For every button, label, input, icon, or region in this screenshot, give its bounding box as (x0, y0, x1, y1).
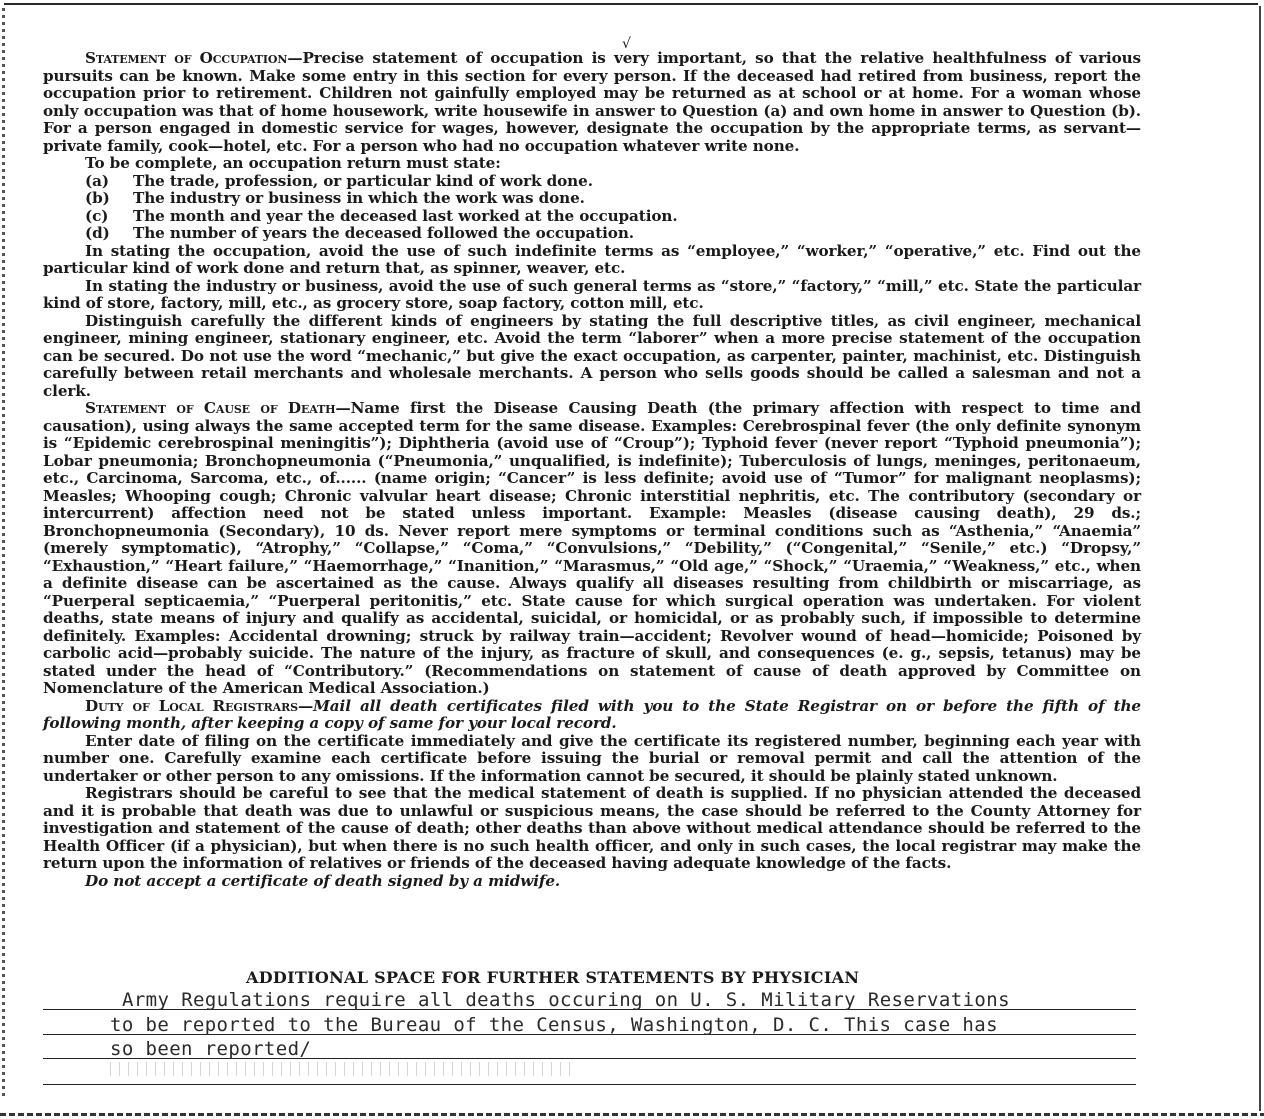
registrars-heading: Duty of Local Registrars (85, 696, 298, 715)
typed-line-2: to be reported to the Bureau of the Census, Washington, D. C. This case has (110, 1014, 998, 1036)
industry-paragraph: In stating the industry or business, avoid the use of such general terms as “store,” “factory,” “mill,” etc. State the particular kind of store, factory, mill, etc., as grocery store, soap factory, cotton mill, etc. (43, 276, 1141, 312)
typed-line-3: so been reported/ (110, 1038, 312, 1060)
midwife-note: Do not accept a certificate of death signed by a midwife. (85, 871, 561, 890)
registrars-text: —Mail all death certificates filed with you to the State Registrar on or before the fifth of the following month, after keeping a copy of same for your local record. (43, 696, 1141, 732)
additional-heading: ADDITIONAL SPACE FOR FURTHER STATEMENTS BY PHYSICIAN (246, 968, 860, 987)
list-item: (b) The industry or business in which the work was done. (85, 189, 585, 207)
terms-paragraph: In stating the occupation, avoid the use of such indefinite terms as “employee,” “worker,” “operative,” etc. Find out the particular kind of work done and return that, as spinner, weaver, etc. (43, 241, 1141, 277)
occupation-heading: Statement of Occupation (85, 49, 288, 67)
occupation-list (85, 173, 1141, 243)
occupation-section (43, 50, 1141, 155)
cause-section (43, 400, 1141, 698)
list-item: (d) The number of years the deceased followed the occupation. (85, 224, 634, 242)
typed-line-1: Army Regulations require all deaths occuring on U. S. Military Reservations (122, 989, 1010, 1011)
engineers-paragraph: Distinguish carefully the different kinds of engineers by stating the full descriptive titles, as civil engineer, mechanical engineer, mining engineer, stationary engineer, etc. Avoid the term “laborer” when a more precise statement of the occupation can be secured. Do not use the word “mechanic,” but give the exact occupation, as carpenter, painter, machinist, etc. Distinguish carefully between retail merchants and wholesale merchants. A person who sells goods should be called a salesman and not a clerk. (43, 311, 1141, 400)
cause-text: —Name first the Disease Causing Death (the primary affection with respect to time and causation), using always the same accepted term for the same disease. Examples: Cerebrospinal fever (the only definite synonym is “Epidemic cerebrospinal meningitis”); Diphtheria (avoid use of “Croup”); Typhoid fever (never report “Typhoid pneumonia”); Lobar pneumonia; Bronchopneumonia (“Pneumonia,” unqualified, is indefinite); Tuberculosis of lungs, meninges, peritonaeum, etc., Carcinoma, Sarcoma, etc., of...... (name origin; “Cancer” is less definite; avoid use of “Tumor” for malignant neoplasms); Measles; Whooping cough; Chronic valvular heart disease; Chronic interstitial nephritis, etc. The contributory (secondary or intercurrent) affection need not be stated unless important. Example: Measles (disease causing death), 29 ds.; Bronchopneumonia (Secondary), 10 ds. Never report mere symptoms or terminal conditions such as “Asthenia,” “Anaemia” (merely symptomatic), “Atrophy,” “Collapse,” “Coma,” “Convulsions,” “Debility,” (“Congenital,” “Senile,” etc.) “Dropsy,” “Exhaustion,” “Heart failure,” “Haemorrhage,” “Inanition,” “Marasmus,” “Old age,” “Shock,” “Uraemia,” “Weakness,” etc., when a definite disease can be ascertained as the cause. Always qualify all diseases resulting from childbirth or miscarriage, as “Puerperal septicaemia,” “Puerperal peritonitis,” etc. State cause for which surgical operation was undertaken. For violent deaths, state means of injury and qualify as accidental, suicidal, or homicidal, or as probably such, if impossible to determine definitely. Examples: Accidental drowning; struck by railway train—accident; Revolver wound of head—homicide; Poisoned by carbolic acid—probably suicide. The nature of the injury, as fracture of skull, and consequences (e. g., sepsis, tetanus) may be stated under the head of “Contributory.” (Recommendations on statement of cause of death approved by Committee on Nomenclature of the American Medical Association.) (43, 399, 1142, 697)
faint-specks (110, 1062, 570, 1076)
right-border (1259, 6, 1261, 1111)
left-border (2, 8, 5, 1098)
filing-paragraph: Enter date of filing on the certificate immediately and give the certificate its registered number, beginning each year with number one. Carefully examine each certificate before issuing the burial or removal permit and call the attention of the undertaker or other person to any omissions. If the information cannot be secured, it should be plainly stated unknown. (43, 731, 1141, 785)
occupation-intro: —Precise statement of occupation is very important, so that the relative healthfulness of various pursuits can be known. Make some entry in this section for every person. If the deceased had retired from business, report the occupation prior to retirement. Children not gainfully employed may be returned as at school or at home. For a woman whose only occupation was that of home housework, write housewife in answer to Question (a) and own home in answer to Question (b). For a person engaged in domestic service for wages, however, designate the occupation by the appropriate terms, as servant—private family, cook—hotel, etc. For a person who had no occupation whatever write none. (43, 49, 1141, 155)
cause-heading: Statement of Cause of Death (85, 399, 336, 417)
form-line (43, 1084, 1136, 1085)
complete-intro: To be complete, an occupation return must state: (85, 154, 501, 172)
registrars-section (43, 698, 1141, 733)
check-mark: √ (622, 36, 631, 52)
bottom-border (0, 1113, 1264, 1116)
careful-paragraph: Registrars should be careful to see that the medical statement of death is supplied. If no physician attended the deceased and it is probable that death was due to unlawful or suspicious means, the case should be referred to the County Attorney for investigation and statement of the cause of death; other deaths than above without medical attendance should be referred to the Health Officer (if a physician), but when there is no such health officer, and only in such cases, the local registrar may make the return upon the information of relatives or friends of the deceased having adequate knowledge of the facts. (43, 784, 1141, 872)
instructions-text (43, 50, 1141, 890)
list-item: (c) The month and year the deceased last worked at the occupation. (85, 206, 678, 225)
list-item: (a) The trade, profession, or particular kind of work done. (85, 171, 593, 190)
